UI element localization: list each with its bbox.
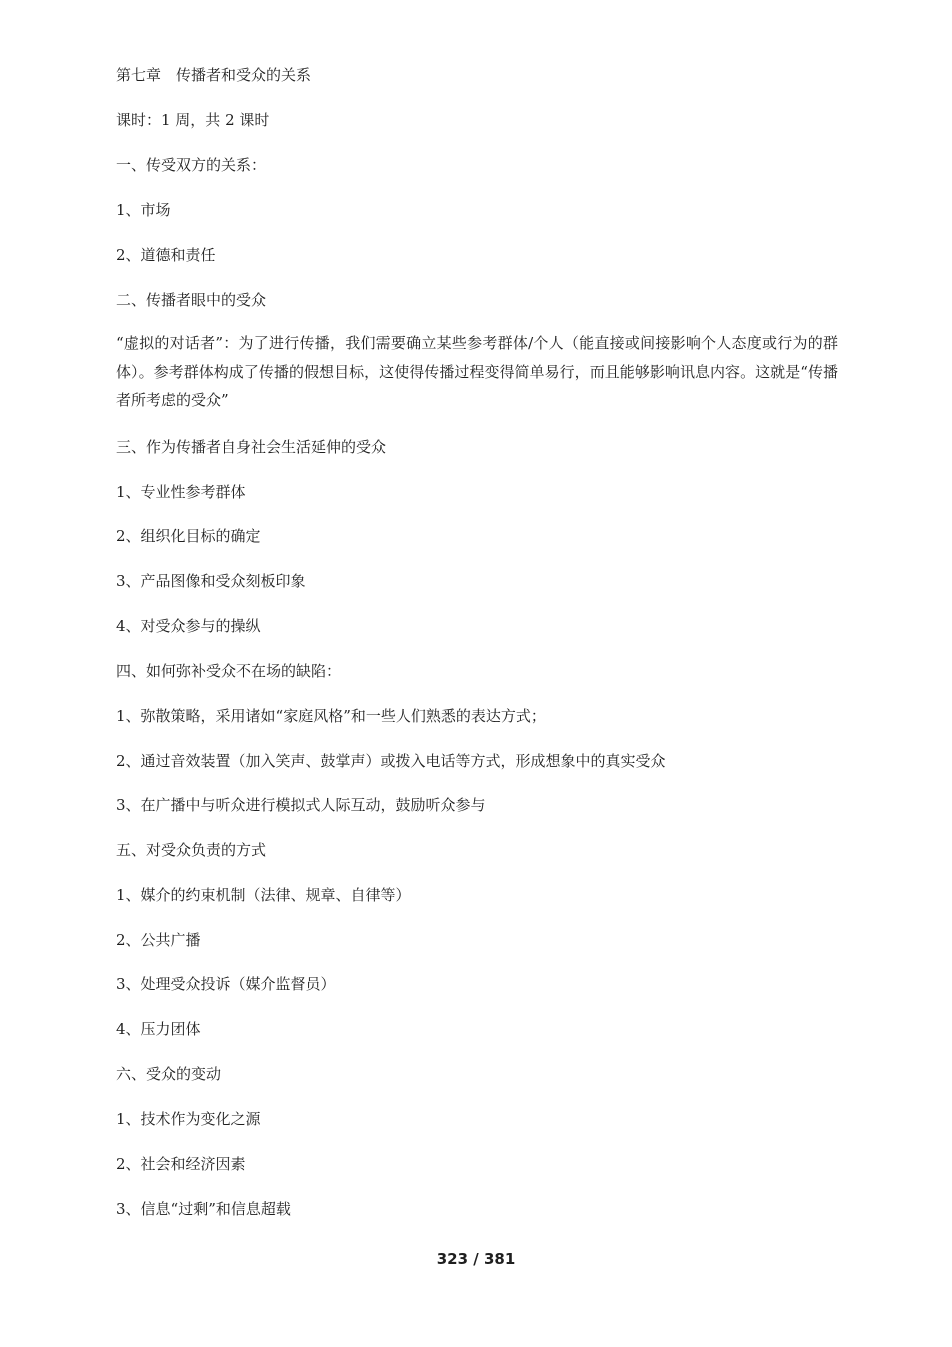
list-item: 1、技术作为变化之源 xyxy=(116,1110,261,1128)
chapter-title: 第七章 传播者和受众的关系 xyxy=(116,66,312,84)
section-heading-5: 五、对受众负责的方式 xyxy=(116,841,267,859)
list-item: 4、对受众参与的操纵 xyxy=(116,617,261,635)
list-item: 3、处理受众投诉（媒介监督员） xyxy=(116,975,336,993)
list-item: 1、市场 xyxy=(116,201,171,219)
page-number: 323 / 381 xyxy=(436,1250,516,1268)
class-hours: 课时：1 周，共 2 课时 xyxy=(116,111,270,129)
section-heading-3: 三、作为传播者自身社会生活延伸的受众 xyxy=(116,438,387,456)
list-item: 2、公共广播 xyxy=(116,931,201,949)
list-item: 2、社会和经济因素 xyxy=(116,1155,246,1173)
list-item: 3、在广播中与听众进行模拟式人际互动，鼓励听众参与 xyxy=(116,796,486,814)
section-heading-4: 四、如何弥补受众不在场的缺陷： xyxy=(116,662,342,680)
list-item: 1、弥散策略，采用诸如“家庭风格”和一些人们熟悉的表达方式； xyxy=(116,707,546,725)
section-heading-1: 一、传受双方的关系： xyxy=(116,156,267,174)
list-item: 2、通过音效装置（加入笑声、鼓掌声）或拨入电话等方式，形成想象中的真实受众 xyxy=(116,752,666,770)
list-item: 4、压力团体 xyxy=(116,1020,201,1038)
list-item: 2、组织化目标的确定 xyxy=(116,527,261,545)
section-heading-6: 六、受众的变动 xyxy=(116,1065,222,1083)
list-item: 3、信息“过剩”和信息超载 xyxy=(116,1200,291,1218)
list-item: 2、道德和责任 xyxy=(116,246,216,264)
body-paragraph: “虚拟的对话者”：为了进行传播，我们需要确立某些参考群体/个人（能直接或间接影响个人态度或行为的群体）。参考群体构成了传播的假想目标，这使得传播过程变得简单易行，而且能够影响讯息内容。这就是“传播者所考虑的受众” xyxy=(116,334,838,409)
list-item: 3、产品图像和受众刻板印象 xyxy=(116,572,306,590)
list-item: 1、媒介的约束机制（法律、规章、自律等） xyxy=(116,886,411,904)
list-item: 1、专业性参考群体 xyxy=(116,483,246,501)
section-heading-2: 二、传播者眼中的受众 xyxy=(116,291,267,309)
